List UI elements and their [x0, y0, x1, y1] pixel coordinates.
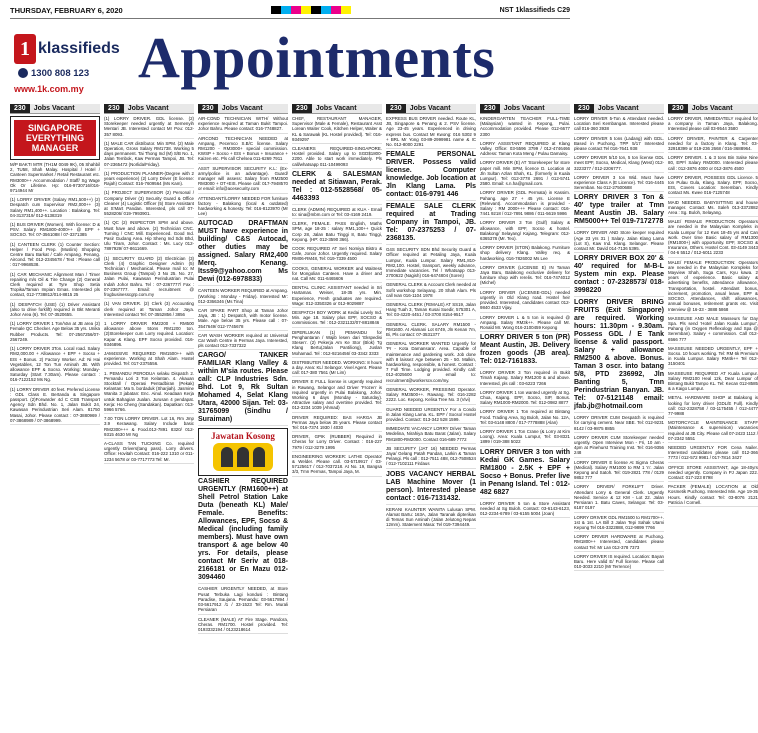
- classified-ad: LORRY DRIVER 3 Ton required in Bukit Timah Kajang. Salary RM1200 & and above. Interested, pls call : 03-6223 7266: [480, 370, 570, 388]
- classified-ad: LORRY DRIVER (LICENSE-GDL) needed urgently in Old Klang road. Hostel heir provided. Interested, candidates contact 012-9840 4533 Vijay.: [480, 290, 570, 313]
- classified-ad: LORRY DRIVER 5-Ton & Attendant needed. Location Seri Kembangan. Interested please call 016-360 3938: [574, 116, 664, 134]
- classified-ad: GENERAL WORKER, PRESSING Operator. Salary RM3500++. Rawang. Tel: 016-2282 2222. Loc. Kepong. Kelisa Tree No. 3 (Vivi): [386, 387, 476, 405]
- classified-ad: (1) LORRY DRIVER (Salary RM1,500++) (2) Despatch cum Supervisor RM2,000++ (3) Salary RM1,400++. Location : Balakong. Tel: 04-3137319/ 012-5138319: [10, 197, 100, 220]
- page-date: THURSDAY, FEBRUARY 6, 2020: [10, 5, 123, 15]
- classified-ad: CANTEEN WORKER REQUIRED at Ampang. (Working : Monday - Friday). Interested Mr: 012-3366346 (Ms Tina): [198, 288, 288, 306]
- classified-ad: MOTORCYCLE MAINTENANCE STAFF (Maintenance & supervision) vacancies required at JB City. Please call 07-2423 1112 / 07-2342 5551: [668, 420, 758, 443]
- classified-ad: MASSEUSE NEEDED URGENTLY, EPF + Socso. 10 hours working. Tel: RM 6k Premium in Kuala Lumpur. Salary RM4k++ Tel 012-3150401: [668, 346, 758, 369]
- section-header: [386, 104, 476, 114]
- color-swatch: [311, 6, 321, 14]
- classified-ad: LORRY DRIVER IS required. Location: Bayan Baru. Here valid E/ Full license. Please call 010-3033 2210 (Mr Terrence): [574, 554, 664, 572]
- section-number: 230: [386, 104, 406, 113]
- color-swatch: [341, 6, 351, 14]
- section-header: [292, 104, 382, 114]
- classified-ad: KERANI KAUNTER WANITA Lulusan SPM. Alamat Bartu: 163A, Jalan Taranak dipterikan di Temas Sun Aminah (Jalan Jelutong Nepas 12mm). Statement Masa: Tel 019-7394449.: [386, 507, 476, 530]
- classified-ad: LORRY DRIVER (LICENSE E) IN Taman Jaya Baru, Balakong exclusive delivery for furniture shop with rerelis. Tel: 016-7474012 (Michel): [480, 265, 570, 288]
- section-label: Jobs Vacant: [312, 104, 382, 113]
- page-title: Appointments: [138, 25, 496, 90]
- classified-ad: AIRCOND TECHNICIAN NEEDED at Ampang, Pecemco S.B/C license. Salary RM1200 - RM3000+ special commission. KWSP + Socso + EIS + Bonus + Insurance + Kaizen etc. Pls call Chelsea 011-6269 7911: [198, 136, 288, 164]
- classified-ad: LORRY DRIVER. 1 & 3 tons Bin Salse Nine 80, EPF/ Salary RM2000. Interested please call : 012-3876 4000 or 012-3876 4500: [668, 155, 758, 173]
- classified-ad: 1 LORRY DRIVER RM2200 + RM500 allowance above 5tons RM1200 ton. (2)Storekeeper cum Lorry required. Location: Kapar & Klang. EPF Socso provided. 016-9346896.: [104, 321, 194, 349]
- classified-ad: (1) LORRY DRIVER 1 Ton/Van at JB area (2) Female QC Checker. Age Below 35 yrs. Unika Rubber Products. Tel: 07-2567256/07-2567249.: [10, 321, 100, 344]
- color-swatches: [271, 6, 351, 14]
- section-label: Jobs Vacant: [406, 104, 476, 113]
- classified-ad: DRIVER REQUIRED: BAS HARGA JB Permas Jaya below 35 years. Please contact Tel: 016-7374 1930 / 4030: [292, 415, 382, 433]
- classified-ad: LORRY DRIVER, PAINTER & Carpenter needed for a factory in Klang. Tel: 03-32918399 or 019-236 2668 / 016-3688964.: [668, 136, 758, 154]
- classified-ad: LORRY DRIVER CUM Storekeeper needed urgently. Open Interview Mon - Fri, 10 am - 4pm at Pinehurst Training Inst. Tel: 016-9356 248: [574, 435, 664, 458]
- classified-ad: (1) MALE CAR distributor. Min SPM. (2) Male Operation, Gross Salary RM1738. Working 5 days permanent. Tai Thong Ind (M) S/B No. 1, Jalan Tembok, Kaw Permas Tampoi, JB. Tel: 07-2365472 (Norlida/Friday).: [104, 141, 194, 169]
- website-link[interactable]: www.1k.com.my: [14, 84, 84, 94]
- jawatan-kosong-banner: [198, 428, 288, 476]
- classified-ad: DISTRIBUTER NEEDED. WORKING: 8 hours a day. Area: KL/ Selangor. Vivel Agent. Please call: 017-380 7561 (Mr Lim): [292, 360, 382, 378]
- classified-ad: LORRY DRIVER (GDL Permata) in Kassim. Pahang. age 27 + 45 yrs. License E (Relevant). Accommodation is provided - Salary : RM 2000+++ Please contact: 016-7441 9218 / 012-7891 9886 / 011-5619 5986: [480, 190, 570, 218]
- color-swatch: [301, 6, 311, 14]
- classified-ad: FEMALE SALE CLERK required at Trading Company in Tampoi, JB. Tel: 07-2375253 / 07-2368135.: [386, 203, 476, 245]
- classified-ad: MALE/ FEMALE PRODUCTION Operators are needed in the Malaysian Kompleks in Kuala Lumpur for 12 Kws 18-45 yrs and Can work. Over time Basic salary of RM1300 (RM1000+) with opportunity. EPF, SOCSO & Insurance, Others. Hostel Cont. 03-4149 3443 / 04-6 5512 / 012-6011 2233: [668, 219, 758, 257]
- classified-ad: DRIVER, GPIK (RUBBER) Required in Cheras for Lorry Driver. Contact : 016-227 7979 / 012-3279 1995: [292, 434, 382, 452]
- classified-ad: LORRY DRIVER 1 Ton required at Bintang Food. Trading Area, Sg Buloh, Jalan No. 12A, Tel: 03-6148 8800 / 017-7778888 (Alan): [480, 409, 570, 427]
- section-number: 230: [10, 104, 30, 113]
- classified-ad: JOBS VACANCY HERBAL LAB Machine Mover (1 person). Interested please contact : 016-7131432.: [386, 471, 476, 505]
- classified-ad: CAR SPARE PART Shop at Taman Johor Jaya, JB : 1) Despatch, with motor license. Male. Age below 35 yrs. Please call : 07-3547649/ 012-7745678: [198, 308, 288, 331]
- classified-ad: (1) QC (2) INSPECTOR SPM and above. Must have and above. (2) Technician CNC. Turning / CNC Mill. Experienced. Good Ind. Pasir Gudang Area. Hip Sheng Ind Sdn Bhd, Ulu Tiram, Johor. Contact : Ms. Lucy 012-7897929/ 07-8611669.: [104, 220, 194, 253]
- logo-mark: 1: [14, 34, 36, 64]
- classified-ad: MASSEUSE REQUIRED AT Kuala Lumpur. Salary RM2100 Heal 12k, Dear Lumpur of Bintang Bukit Tampo KL. Tel: Kecan 012-8585 & a Kaigo Lumpur.: [668, 371, 758, 394]
- classified-ad: M/P BAKTI MTR (TH1M 0049 9K), 05 Shahbil 2, TU58, Shah Malay. Hospital / Hotel / Canteen Supermarket / Retail Restaurant etc. RM3000++ Accommodation / Staff/ Sg Wage Ok Or Lifetime. Hp: 016-9730716/016-9714944 Mr: [10, 162, 100, 195]
- header-rule: [10, 18, 570, 19]
- classified-ad: (1) VAN DRIVER. (2) Clerk (3) Accounting clerk required at Taman Johor Jaya. Interested contact Tel: 07-3552856 / 3856: [104, 301, 194, 319]
- classified-column: [292, 104, 382, 728]
- classified-ad: (1) PROJECT SUPERVISOR (2) Personal / Company Driver (3) Security Guard & Office Cleaner (4) Logistic Officer (5) Store Assistant at S'Mart Pandan. Interested, pls call 07-5528206/ 019-7993901.: [104, 190, 194, 218]
- classified-ad: ASST SUPERVISOR SECURITY K.L: (Ex-army/police is an advantage). Guard/ manager will assess: Salary from RM2500 RM3000 + OT+EIS. Please call: 017-7948570 or email: info@acesecurity.com: [198, 166, 288, 194]
- classified-ad: LORRY DRIVER 5 ton & Store Assistant needed at Sg Buloh. Contact: 03-6143-6123, 012-2234-6789 / 03-6155 5004 (Joan): [480, 501, 570, 519]
- section-number: 230: [574, 104, 594, 113]
- classifieds-columns: [10, 104, 758, 728]
- classified-ad: CLERK & SALESMAN needed at Sitiawan, Perak. Tel : 012-5528568/ 05-4463393: [292, 171, 382, 205]
- classified-ad: (1) CAR MECHANIC Alignment Man / Timer repairing m/s Oil & Tire Change (2) General Clerk required at Tyre Shop Setia Tropika/Taman Impian Emas. Interested pls contact, 012-7738812/014-8815 25: [10, 272, 100, 300]
- color-swatch: [331, 6, 341, 14]
- classified-ad: AIR-COND TECHNICIAN WITH/ Without experience required at Taman Bukit Tampoi. Johor Bahru. Please contact: 016-7748827.: [198, 116, 288, 134]
- phone-icon: [18, 68, 28, 78]
- classified-ad: LORRY DRIVER 3 ton with Kedai GK Games. Salary RM1800 - 2.5K + EPF + Socso + Bonus. Prefer live in Penang Island. Tel : 012-482 6827: [480, 449, 570, 499]
- classified-ad: LORRY DRIVER 5 tons (Ladang) with GDL. Based in Puchong. TPP 5/17 Interested please contact Tel 016-7641 938: [574, 136, 664, 154]
- promo-box: [10, 116, 100, 160]
- classified-ad: LORRY DRIVER BRING FRUITS (Exit Singapore) are required. Working hours: 11.30pm - 9.30am. Possess GDL / E Tank license & valid passport. Salary + allowance RM2500 & above. Bonus. Taman 3 oscr. into batang 5/8, PTD 236992, Jln Banting 5, Tmn Perindustrian Banyan. JB. Tel: 07-5121148 email: jfab.jb@hotmail.com: [574, 299, 664, 413]
- classified-column: [574, 104, 664, 728]
- classified-column: [668, 104, 758, 728]
- color-swatch: [321, 6, 331, 14]
- classified-ad: LORRY DRIVER (STON) Balakong. Furniture shop delivery Klang. Valley req. & hardworking. 016-7826002 Ms Lee: [480, 245, 570, 263]
- person-icon: [253, 447, 265, 467]
- classified-ad: LORRY DRIVER 5/10 ton, 5 ton license GDL meet EPF, Socso, Medical, Klang (West) 012-3223377 / 012-2206777.: [574, 155, 664, 173]
- section-label: Jobs Vacant: [594, 104, 664, 113]
- classified-ad: (1) BUS DRIVER (Women). With license: D & PSV. Salary RM1800-4000++ @ EPF + SOCSO. Tel: 07-3561088 / 07-3371385: [10, 222, 100, 240]
- classified-ad: DENTAL CLINIC ASSISTANT needed in Sri Hartamas. Weiser, 18-35 yrs. Min. Experience, Fresh graduates are required. Wage: 012-3350326 or 012-9029887: [292, 285, 382, 308]
- section-number: 230: [668, 104, 688, 113]
- section-number: 230: [480, 104, 500, 113]
- classified-ad: MALE/ FEMALE PRODUCTION: Operators are needed in the Malaysian Kompleks for Mayview Shah, Suga Cars, Kyu kawa. 2 years of experience. Basic salary & advertising benefits, attendance allowance, Transportation, hostel. Attendant bonus, increment, promotion, anual leave, EPF & SOCSO. Attendances, shift allowances, annual bonuses, retirement grants etc. Visit Interview @ 16-33 - 3888 5868: [668, 260, 758, 314]
- classified-ad: FEMALE PERSONAL DRIVER. Possess valid license. Computer knowledge. Job location at Jln Klang Lama. Pls contact: 016-9791 446: [386, 151, 476, 201]
- classified-column: [480, 104, 570, 728]
- page-header: [10, 4, 570, 16]
- classified-ad: LORRY DRIVER 1 ton wanted urgently at Sg. Chua, Kajang. EPF, Socso, SIP, Bonus. Salary RM1000-RM2000. Tel: 012-0982 8877: [480, 390, 570, 408]
- classified-ad: (1) LORRY DRIVER 3Ton. Local road. Salary RM2,000.00 + Allowance + EPF + Socso + EIS + Bonus. 2) Factory Worker. Ad: Ni Hai Vegetables, 12 Ton Tun Aminah JB. With allowance EPF & Socso. Working: Monday-Saturday (Start 7.30am). Please contact : 016-7122152 Ms Ng.: [10, 346, 100, 384]
- classified-ad: COOK REQUIRED AT Seri Nomiya Bistro & Cafe, Jonov Johor. Urgently required. Salary RM06-RM48, Tel: 019-7339 4500: [292, 246, 382, 264]
- classified-ad: (1) PRODUCTION PLANNER-(Degree with 2 years experience) (2) Lorry Driver (E license: Rajah) Contact: 016-7609564 (Ms Kam).: [104, 171, 194, 189]
- publication-name: NST 1klassifieds C29: [499, 6, 570, 14]
- classified-ad: LORRY DRIVER BOX 20' & 40' required for M-B-L System min exp. Please contact : 07-2328573/ 018-3998220: [574, 255, 664, 297]
- section-header: [668, 104, 758, 114]
- classified-ad: DRIVER E FULL license is urgently required in Rawang, Selangor and Driver 'Frozen' is required urgently in Pulai Balakong, Johor. Working 6 days (Monday - Saturday). Attractive salary and overtime provided. Tel: 012-3234 1039 (Ahmad): [292, 379, 382, 412]
- section-label: Jobs Vacant: [688, 104, 758, 113]
- classified-ad: GENERAL CLERK (FEMALE) AT SS19, Jalan Hang Tuah 3, Taman Kusai Suedir, 575301 A, Tel: 03-4220-4451 / 03-3700 8154-9517: [386, 302, 476, 320]
- logo-name: klassifieds: [38, 40, 120, 57]
- section-label: Jobs Vacant: [500, 104, 570, 113]
- classified-ad: (1) LORRY DRIVER. GDL license. (2) Storekeeper needed urgently at Semenyih Mentari JB. Interested contact Mr Pou: 012-357 8093.: [104, 116, 194, 139]
- classified-ad: LORRY DRIVER GDL RM1500 to RM1700++. 1st & 1st. LA Bill 3 Jalan Tepi Sahak Utami Kepong Tel 016-3322888, 012-9899 7766: [574, 515, 664, 533]
- classified-ad: OFFICE STORE ASSISTANT, age 18-40yrs needed urgently. Company in PJ Japan 222. Contact: 017-223 8798: [668, 465, 758, 483]
- color-swatch: [281, 6, 291, 14]
- classified-ad: LORRY DRIVER 5 ton (PR) Meant Austin, JB. Delivery frozen goods (JB area). Tel: 012-7161833.: [480, 334, 570, 368]
- classified-ad: PACKER (FEMALE) LOCATION at Old Kosmetik Puchong. Interested Min. Age 19-35 Hours. Kindly contact Tel: 03-8076 2121 Patricia / Cornell.: [668, 484, 758, 507]
- classified-column: [386, 104, 476, 728]
- person-icon: [237, 447, 249, 467]
- classified-ad: LORRY DRIVER, IMMEDIATELY required for a company in Taman Jaya, Balakong. Interested please call 03-9544 3580: [668, 116, 758, 134]
- classified-ad: G4S SECURITY SDN Bhd Security Guard & Officer required at Petaling Jaya, Kuala Lumpur, Kuala Lumpur. Salary RM1,810-RM2,100. Hostel, transport, weekly advance, Immediate vacancies. Tel / Whatsapp 013-2700622 (Nagish) 016-6474804 (Soren): [386, 247, 476, 280]
- classified-ad: (1) CANTEEN CLERK (1) Counter Section: Helper / Food Prep. (Muslim) Shopping Centre Baru Barkat / Cafe Ampang. Penang. Aircond. Tel: 012-2345678 / Text : Please call : 017-9968538.: [10, 242, 100, 270]
- classified-ad: 1. PEMANDU PERODUA selaku Dispatch 2. Pemandu Lori 3 Ton Kelantan. 4. Akauan Stocktall / Operasi Pentadbiran (Pekak) Kelantan: Ma 5. bordaduk (Sharjiah). Jasmine Wanita 3 jabatan: Enc. Ainul. Keadaan Kerja untuk Bahagian Jualan. Jurusan 4 pendapat. Kerja: Ho Cheng (Sandakan). Dapatkan: 013-5966 5766.: [104, 371, 194, 415]
- classified-ad: CLERK, FEMALE. PASS English, Maths SPM, age 18-25 : salary RM1,100++ Quick Corp 28, Jalan Batu Tinggi 8, Batu Tinggi, Kepong. (HP: 012-3590 366).: [292, 221, 382, 244]
- classified-ad: LORRY ASSISTANT REQUIRED at Klang Valley. Office: 03-5596 3799 / 012-4746466 Address: Taman Kota Meng / Pulau Damaisy.: [480, 141, 570, 159]
- masthead: [10, 20, 570, 100]
- classified-ad: LORRY DRIVER (E) AT 'Storekeeper for store paper mill. Min SPM, licence D. Location at Jln Sultan Azlan Shah, KL. (formerly in Kuala Lumpur). Tel: 012-3778 2691 / 012-5741 2580. Email: s.n.ha@gmail.com.: [480, 160, 570, 188]
- section-number: 230: [198, 104, 218, 113]
- classified-ad: IMMEDIATE VACANCY LORRY Driver Taman Medelina, Nirahiya Batu Barat (Jalan). Salary RM1800-RM2000. Contact 016-689 7772: [386, 426, 476, 444]
- classified-ad: CHEF, RESTAURANT MANAGER, Supervisor (Male & Female), Restaurant Asst Lorean Waiter Cook, Kitchen Helper, Waiter & KL & Sarawak (KL Hostel provided). Tel: 016-9349297: [292, 116, 382, 144]
- klassifieds-logo: [14, 34, 124, 94]
- classified-ad: GENERAL CLERK & Account Clerk needed at Sofit workshop Selayang. 20 Shah Alam. Pls call Ivan 016-1104 1978: [386, 282, 476, 300]
- color-swatch: [271, 6, 281, 14]
- classified-ad: LORRY DRIVER HARDWARE at Puchong. RM1800++ Interested, candidates please contact Tel: Mr Lan 012-378 7373: [574, 534, 664, 552]
- classified-ad: METAL HARDWARE SHOP at Balakong is looking for lorry driver (GDL/E Full). Kindly call: 012-2328758 / 03-1175455 / 012-4477 77-9988: [668, 395, 758, 418]
- classified-column: [10, 104, 100, 728]
- classified-ad: ATTENDANT/LORRY NEEDED FOR furniture factory - Balakong (local & outdated) hardworking & honesty. Tel: 016-8123970 (Mr Lee): [198, 196, 288, 219]
- classified-ad: CLEANERS REQUIRED-SINGAPORE. Hostel provided. Salary up to SGD$1800-2200. Able to start work immediately. Pls call/whatsapp 011-10499093: [292, 146, 382, 169]
- people-illustration-icon: [213, 443, 273, 471]
- classified-ad: NEEDED URGENTLY FOR Cena Nailer. Interested candidates please call 012-366 7773 / 012-572 9981 / 017-7814 3427: [668, 445, 758, 463]
- classified-ad: (1) SECURITY GUARD (2) Electrician (3) Clerk (4) Graphic Designer Admin (5) Technician / Mechanical. Please mail to: M Business Group (Tampoi) 3 No 25. No. 27, Jalan Pulai, Kawasan Perindustrian Pulai Indah Johor Bahru. Tel : 07-2367777/ Fax : 07-2367777. Email: recruitment @ frogbusinesscgrp.com.my: [104, 256, 194, 300]
- classified-ad: GUARD NEEDED URGENTLY For a Condo in Jalan Klang Lama. KL. EPF / Socso/ Hostel provided. Contact: 013-342 528 1599.: [386, 407, 476, 425]
- classified-ad: (1) DESPATCH (USE) (1) Driver Assistant (also to drive forklift) required in Bkt Meranti Johor Area (6). Tel: 07-3520655.: [10, 302, 100, 320]
- classified-ad: CARGO/ TANKER FAMILIAR Klang Valley & within M'sia routes. Please call: CLP Industries Sdn. Bhd. Lot 9, Rk Sultan Mohamed 4, Selat Klang Utara, 42000 Sijan. Tel: 03-31765099 (Sindhu / Suraiman): [198, 352, 288, 426]
- classified-ad: LORRY DRIVER CUM Despatch is required for carrying cement. Near SBE. Tel: 012-9231 8142 / 03-9875 8855: [574, 415, 664, 433]
- section-label: Jobs Vacant: [30, 104, 100, 113]
- classified-ad: LORRY DRIVER 3 Ton (Gulf) Salary & allowance, with EPF, Socso & hostel. Balakong/ Selayang/ Kajang. Telegram: 012-6365378 (Mr. Teo).: [480, 220, 570, 243]
- person-icon: [221, 447, 233, 467]
- section-header: [198, 104, 288, 114]
- classified-ad: DIPERLUKAN (1) PEMANDU for Penghantaran / Wajib lesen dari 'Ekspedisi Stesen'. (2) Pekerja Am Ke Stor (Blok) Tg Klang Bertu(Jalan Pantiliong), Juslan Mohamad. Tel : 012-9216456/ 03-3342 3333: [292, 330, 382, 358]
- classified-ad: LORRY DRIVER 3 Ton & 40' type trailer at Tmn Meant Austin JB. Salary RM5000++ Tel 019-7172778: [574, 194, 664, 228]
- classified-ad: LORRY DRIVER 3 ton Wid. Must have experience Class A (E Licence). Tel: 016-4445 Seremban. No 012-27500688: [574, 175, 664, 193]
- promo-title: SINGAPORE EVERYTHING MANAGER: [14, 120, 96, 156]
- classified-ad: CLERK (ADMIN) REQUIRED at KUA - Email to: sina@mbm.com or Tel: 03-4169 2419.: [292, 207, 382, 219]
- classified-ad: GENERAL CLERK. SALARY RM1500 - RM1600. At Alamani Lot 6749, Jln Kenan 7m, Bi, Pls contact: 07-3531377: [386, 322, 476, 340]
- classified-ad: LORRY DRIVER, POSSESS GDL Licence. 5 ton Pulau Gula, Klang. Salary. EPF, Socso, EIS, Covers Location: Seremban. Kindly contact Ms. Kwee 016-7125748: [668, 175, 758, 198]
- classified-ad: GENERAL WORKER WANTED Urgently for 'Pr - Kota Damansara'. Area. Capable of maintenance and gardening work. Job done with 8 laissez Age between 25 - 50. Malkin, hardworking, responsible, & honest. Contact : 7 Full Time. Lodging provided. Kindly call: 012-4025600 or email to: recruitment@workerscv.com/my.: [386, 341, 476, 385]
- classified-ad: CASHIER URGENTLY NEEDED, at Store Pusat Terbuka Lagi kondusi : Bintang Paradise, Saujana. Pemandu: 03-5617894 / 03-5617912 /1 / 33-1523 Tel: Rm. Murali Persiaran: [198, 586, 288, 614]
- section-header: [104, 104, 194, 114]
- classified-ad: EXPRESS BUS DRIVER needed. Route KL, JB, Singapore & Penang & 2. PSV license. Age 23-45 years. Experienced in driving express bus. Contact Mr Kwong: 016 5302 9 + BRL Mr Yong 03-89-2999981 name & IC No. 012-8000 2291: [386, 116, 476, 149]
- classified-ad: LORRY DRIVER E license At Sigma Cheras (Medical). Salary RM1000 to RM 1 'n'. Jalan Kepong and Satoh. Tel: 019-2821 778 / 0129 9852 777: [574, 460, 664, 483]
- classified-column: [198, 104, 288, 728]
- classified-ad: KINDERGARTEN TEACHER FULL-TIME (Malaysian) wanted in Kepong, Pulai. Accommodation provided. Please 012-6677 2300: [480, 116, 570, 139]
- classified-ad: CLEANER (MALE) AT Fire Stage. Pandora, Cheras. RM1700. Hostel provided. Tel: 0193332194 / 0123218614: [198, 617, 288, 635]
- classified-ad: 7.00 TON LORRY DRIVER. Lot 16, Rm Jmp 3.9 Kerawang. Salary Include basic RM2300+++ & Food.012-7891 8320/ 012-9315 4630 Mr Ng: [104, 416, 194, 439]
- section-number: 230: [104, 104, 124, 113]
- classified-ad: COOKS, GENERAL WORKER and Waitress for Mongolian Canteen. Have a driver and nat. Call Ms: 011-6465606: [292, 266, 382, 284]
- classified-ad: LORRY DRIVER AND Store keeper required (Age 23 yrs 31 ) Salary. Jalan Klang Lama (Lot S), Kaw Ind. Klang. Selangor. Please contact Mr. David 014-7136 5395.: [574, 230, 664, 253]
- classified-ad: CAR WASH WORKER required at Universal Car Wash Centre in Permas Jaya. Interested, pls contact 012-7337322: [198, 333, 288, 351]
- classified-ad: MASSEUSE AND MALE Masseurs for Day Spa. Pls send 'Hotel Jalan Kuala Lumpur', Pahang (in Oxygen Reflexology and Spa @ Seremban). Salary + commission. Call 012-6566 777: [668, 316, 758, 344]
- classified-ad: LORRY DRIVER L & 5 ton is required @ Ampang. Salary RM3k++. Please call Mr. Ronald Mr. Wong 016-2100459 Kepong: [480, 315, 570, 333]
- classified-ad: (1) LORRY DRIVER 40 feet. Prefered License : GDL Class E. Bertanda & Singapore passport. (2)Forwarder 4d C CSB Transport Agency Sdn Bhd. No. 1, Jalan Bukit 24, Kawasan Perindustrian Seri Alam. 81750 Masai, Johor. Please contact : 07-3880969 / 07-3868989 / 07-3868999.: [10, 387, 100, 425]
- classified-ad: JB SECURITY (JAT 16) NEEDED Permas Jaya/ Gelang Patah Pandan, Larkin & Taman Pelangi. Pls call : 012-7511 488, 012-7508524 / 012-7102111 Firdaus: [386, 446, 476, 469]
- phone-line: [18, 68, 89, 79]
- classified-ad: DESPATCH BOY WORK at Kedai Lovely Ind. Min. age 18. Salary plus EPF, SOCSO & commissions. Tel : 012-2321132/07-8818846: [292, 310, 382, 328]
- section-label: Jobs Vacant: [218, 104, 288, 113]
- jawatan-title: Jawatan Kosong: [211, 431, 275, 442]
- classified-ad: AUTOCAD DRAFTMAN MUST have experience in building/ C&S Autocad, other duties may be assigned. Salary RM2,400 Merq. Kenang. ltss99@yahoo.com Ms Dewi (012-6978833): [198, 220, 288, 286]
- phone-number: 1300 808 123: [31, 68, 90, 79]
- classified-ad: CASHIER REQUIRED URGENTLY (RM1600++) at Shell Petrol Station Lake Duta (beneath KL) Male/ Female. Benefits: Allowances, EPF, Socso & Medical (including family members). Must have own transport & age below 40 yrs. For details, please contact Mr Seriv at 018-2166181 or En Mazu 012-3094460: [198, 478, 288, 584]
- section-label: Jobs Vacant: [124, 104, 194, 113]
- section-number: 230: [292, 104, 312, 113]
- section-header: [574, 104, 664, 114]
- classified-ad: LORRY DRIVER 1 Ton Crane (& Lorry at Kim Loong). Area: Kuala Lumpur, Tel: 03-8321 1899 / 019-388 5022: [480, 429, 570, 447]
- section-header: [10, 104, 100, 114]
- classified-ad: MAID NEEDED. BABYSITTING and house manager. Contact Ms. Saleh 013-3372882 Area : Sg. Buloh, Selayang.: [668, 200, 758, 218]
- color-swatch: [291, 6, 301, 14]
- classified-ad: JAM4SSIVE REQUIRED RM1500++ with experience. Working at Shah Alam. Hostel provided. Tel: 017-2375556.: [104, 351, 194, 369]
- classified-ad: A-CLASS TAN TUCKING Co. required urgently Drivers(tang pass). Lorry drivers. Office: Hovitah Contact: 016-222 1310 or 011-1234 5678 or 03-7717773 Tel: Mr.: [104, 441, 194, 464]
- classified-ad: LORRY DRIVER/ FORKLIFT Driver. Attendant Lorry & General Clerk. Urgently Needed. Service & 12 KM - Lot 22. Jalan Persiaran 1. Batu Caves, Selangor. Tel: 03-6187 0197: [574, 484, 664, 512]
- classified-column: [104, 104, 194, 728]
- classified-ad: ENGINEERING WORKER: LATHE Operator & Welder. Please call. 03-5719917 / 03-57125617 / 012-7037218. At No. 19, Bangsa 3/3, Tmn Permas, Tampoi Jaya, M.: [292, 454, 382, 477]
- section-header: [480, 104, 570, 114]
